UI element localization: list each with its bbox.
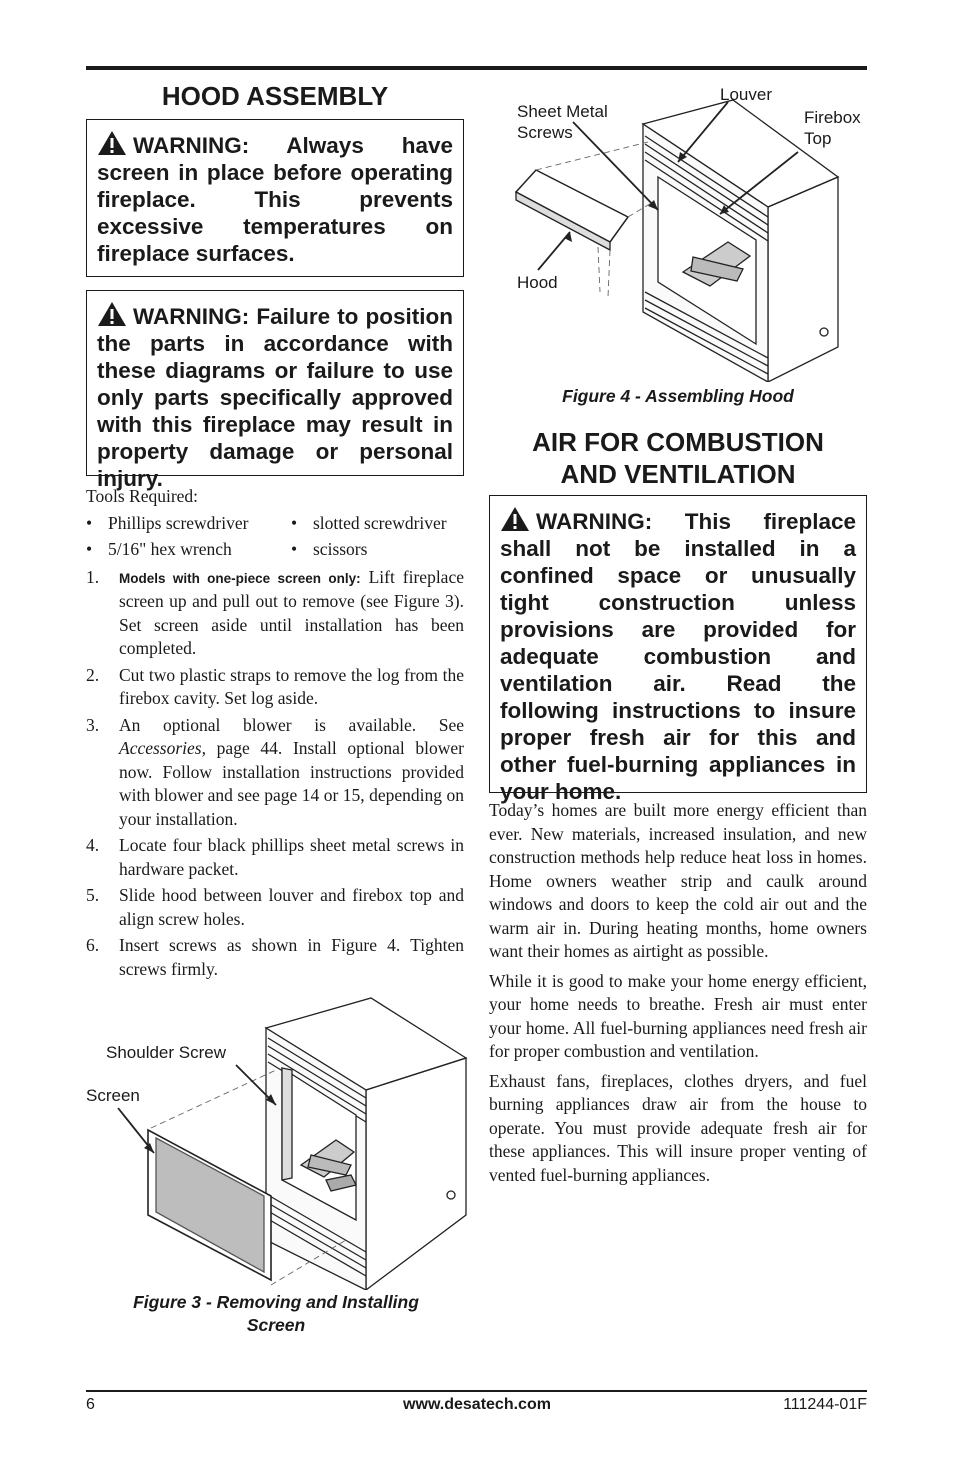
warning-triangle-icon <box>97 130 127 156</box>
tool-item: • 5/16" hex wrench <box>86 538 291 562</box>
tool-item: • slotted screwdriver <box>291 512 461 536</box>
tool-item: • Phillips screwdriver <box>86 512 291 536</box>
document-code: 111244-01F <box>783 1396 867 1413</box>
tools-section <box>86 485 464 981</box>
step-item: 4. Locate four black phillips sheet metal screws in hardware packet. <box>86 835 464 879</box>
screen-label: Screen <box>86 1086 140 1105</box>
accessories-reference: Accessories, <box>119 738 206 758</box>
step-item: 1. Models with one-piece screen only: Lift fireplace screen up and pull out to remove (see Figure 3). Set screen aside until installation has been completed. <box>86 566 464 658</box>
step-item: 6. Insert screws as shown in Figure 4. Tighten screws firmly. <box>86 935 464 979</box>
air-title: AIR FOR COMBUSTION AND VENTILATION <box>532 427 824 489</box>
warning-box-parts <box>86 290 464 491</box>
figure-4 <box>488 82 868 382</box>
warning-parts-text: WARNING: Failure to position the parts in accordance with these diagrams or failure to use only parts specifically approved with this fireplace may result in property damage or personal injury. <box>97 304 453 491</box>
tools-heading: Tools Required: <box>86 486 199 506</box>
step-item: 3. An optional blower is available. See Accessories, page 44. Install optional blower now. Follow installation instructions provided with blower and see page 14 or 15, depending on your installation. <box>86 714 464 829</box>
step-item: 5. Slide hood between louver and firebox top and align screw holes. <box>86 885 464 929</box>
step-lead: Models with one-piece screen only: <box>119 570 361 586</box>
shoulder-screw-label: Shoulder Screw <box>106 1043 227 1062</box>
warning-screen-text: WARNING: Always have screen in place before operating fireplace. This prevents excessive temperatures on fireplace surfaces. <box>97 133 453 266</box>
warning-triangle-icon <box>500 506 530 532</box>
step-item: 2. Cut two plastic straps to remove the log from the firebox cavity. Set log aside. <box>86 664 464 708</box>
warning-triangle-icon <box>97 301 127 327</box>
firebox-top-label: Firebox Top <box>804 108 861 148</box>
air-paragraph: While it is good to make your home energy efficient, your home needs to breathe. Fresh air must enter your home. All fuel-burning appliances need fresh air for proper combustion and ventilation. <box>489 970 867 1061</box>
air-paragraph: Today’s homes are built more energy efficient than ever. New materials, increased insulation, and new construction methods help reduce heat loss in homes. Home owners weather strip and caulk around windows and doors to keep the cold air out and the warm air in. During heating months, home owners want their homes as airtight as possible. <box>489 800 867 961</box>
figure-3 <box>86 990 476 1290</box>
air-paragraph: Exhaust fans, fireplaces, clothes dryers, and fuel burning appliances draw air from the house to operate. You must provide adequate fresh air for these appliances. This will insure proper venting of vented fuel-burning appliances. <box>489 1070 867 1185</box>
air-body <box>489 799 867 1187</box>
fireplace-screen-illustration <box>86 990 476 1290</box>
warning-box-screen <box>86 119 464 277</box>
tool-item: • scissors <box>291 538 461 562</box>
tools-list <box>86 512 464 562</box>
warning-box-ventilation <box>489 495 867 804</box>
figure-4-caption: Figure 4 - Assembling Hood <box>562 386 794 406</box>
steps-list <box>86 566 464 982</box>
hood-assembly-title: HOOD ASSEMBLY <box>161 81 389 111</box>
figure-3-caption: Figure 3 - Removing and Installing Screen <box>133 1292 419 1335</box>
louver-label: Louver <box>720 85 772 104</box>
footer-url[interactable]: www.desatech.com <box>403 1396 551 1413</box>
left-column <box>86 80 464 984</box>
air-section <box>489 426 867 1193</box>
sheet-metal-screws-label: Sheet Metal Screws <box>517 102 608 142</box>
top-rule <box>86 66 867 70</box>
warning-ventilation-text: WARNING: This fireplace shall not be installed in a confined space or unusually tight construction unless provisions are provided for adequate combustion and ventilation air. Read the following instructions to insure proper fresh air for this and other fuel-burning appliances in your home. <box>500 509 856 804</box>
bottom-rule <box>86 1390 867 1392</box>
page-number: 6 <box>86 1396 95 1413</box>
hood-label: Hood <box>517 273 558 292</box>
